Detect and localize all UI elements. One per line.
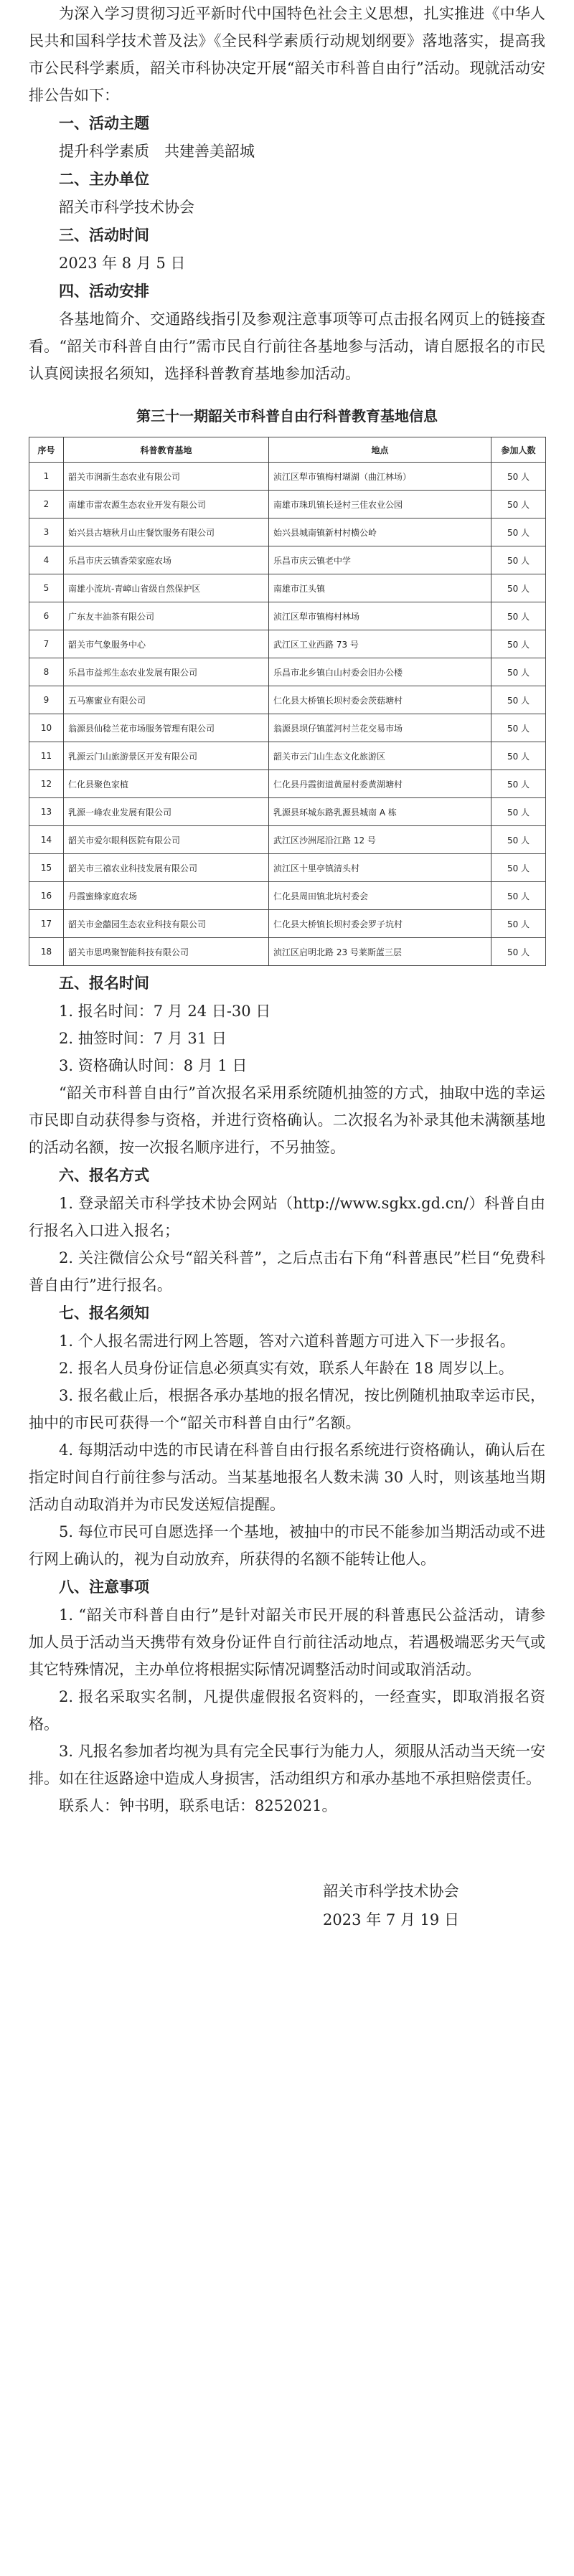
table-cell-capacity: 50 人 [491,882,546,910]
table-row [29,770,546,798]
column-header-base: 科普教育基地 [64,437,269,463]
table-cell-location: 乳源县环城东路乳源县城南 A 栋 [269,798,491,826]
table-cell-base: 五马寨蜜业有限公司 [64,686,269,714]
table-cell-capacity: 50 人 [491,546,546,574]
event-date-text: 2023 年 8 月 5 日 [59,255,186,272]
table-cell-location: 仁化县大桥镇长坝村委会罗子坑村 [269,910,491,938]
table-cell-seq: 4 [29,546,64,574]
table-cell-base: 乳源一峰农业发展有限公司 [64,798,269,826]
table-cell-base: 南雄小流坑-青嶂山省级自然保护区 [64,574,269,602]
table-cell-capacity: 50 人 [491,826,546,854]
base-info-table [29,437,546,966]
table-cell-seq: 6 [29,602,64,630]
table-body [29,463,546,966]
lottery-time-item: 2. 抽签时间：7 月 31 日 [59,1030,227,1047]
table-cell-location: 武江区工业西路 73 号 [269,630,491,658]
column-header-location: 地点 [269,437,491,463]
table-cell-base: 韶关市爱尔眼科医院有限公司 [64,826,269,854]
table-row [29,630,546,658]
table-cell-location: 南雄市江头镇 [269,574,491,602]
signature-organization: 韶关市科学技术协会 [323,1883,459,1900]
notice-item-4: 4. 每期活动中选的市民请在科普自由行报名系统进行资格确认，确认后在指定时间自行前往参与活动。当某基地报名人数未满 30 人时，则该基地当期活动自动取消并为市民发送短信提醒。 [29,1441,545,1513]
registration-time-item: 1. 报名时间：7 月 24 日-30 日 [59,1003,271,1020]
table-cell-location: 浈江区犁市镇梅村瑚湖（曲江林场） [269,463,491,491]
arrangement-text: 各基地简介、交通路线指引及参观注意事项等可点击报名网页上的链接查看。“韶关市科普自由行”需市民自行前往各基地参与活动，请自愿报名的市民认真阅读报名须知，选择科普教育基地参加活动。 [29,311,545,382]
table-cell-seq: 1 [29,463,64,491]
table-cell-location: 仁化县大桥镇长坝村委会茨菇塘村 [269,686,491,714]
table-cell-location: 仁化县丹霞街道黄屋村委黄湖塘村 [269,770,491,798]
notice-item-2: 2. 报名人员身份证信息必须真实有效，联系人年龄在 18 周岁以上。 [59,1360,514,1377]
table-cell-capacity: 50 人 [491,518,546,546]
method-item-website[interactable]: 1. 登录韶关市科学技术协会网站（http://www.sgkx.gd.cn/）科普自由行报名入口进入报名； [29,1195,545,1239]
table-cell-capacity: 50 人 [491,630,546,658]
table-cell-location: 翁源县坝仔镇蓝河村兰花交易市场 [269,714,491,742]
section-heading-registration-method: 六、报名方式 [59,1166,149,1184]
column-header-seq: 序号 [29,437,64,463]
table-row [29,882,546,910]
table-cell-location: 浈江区犁市镇梅村林场 [269,602,491,630]
table-row [29,602,546,630]
section-heading-time: 三、活动时间 [59,226,149,244]
table-cell-base: 始兴县古塘秋月山庄餐饮服务有限公司 [64,518,269,546]
method-item-wechat: 2. 关注微信公众号“韶关科普”，之后点击右下角“科普惠民”栏目“免费科普自由行”进行报名。 [29,1249,545,1294]
table-cell-seq: 11 [29,742,64,770]
precaution-item-1: 1. “韶关市科普自由行”是针对韶关市民开展的科普惠民公益活动，请参加人员于活动当天携带有效身份证件自行前往活动地点，若遇极端恶劣天气或其它特殊情况，主办单位将根据实际情况调整活动时间或取消活动。 [29,1606,545,1678]
table-cell-base: 翁源县仙稔兰花市场服务管理有限公司 [64,714,269,742]
table-cell-seq: 13 [29,798,64,826]
organizer-text: 韶关市科学技术协会 [59,199,194,216]
section-heading-theme: 一、活动主题 [59,114,149,132]
intro-paragraph: 为深入学习贯彻习近平新时代中国特色社会主义思想，扎实推进《中华人民共和国科学技术普及法》《全民科学素质行动规划纲要》落地落实，提高我市公民科学素质，韶关市科协决定开展“韶关市科普自由行”活动。现就活动安排公告如下： [29,5,545,104]
table-cell-base: 丹霞蜜蜂家庭农场 [64,882,269,910]
table-title: 第三十一期韶关市科普自由行科普教育基地信息 [136,407,438,425]
notice-item-5: 5. 每位市民可自愿选择一个基地，被抽中的市民不能参加当期活动或不进行网上确认的，视为自动放弃，所获得的名额不能转让他人。 [29,1523,545,1568]
table-row [29,546,546,574]
theme-text: 提升科学素质 共建善美韶城 [59,143,255,160]
table-cell-capacity: 50 人 [491,491,546,518]
table-row [29,938,546,966]
table-cell-location: 浈江区十里亭镇清头村 [269,854,491,882]
table-row [29,742,546,770]
notice-item-3: 3. 报名截止后，根据各承办基地的报名情况，按比例随机抽取幸运市民，抽中的市民可获得一个“韶关市科普自由行”名额。 [29,1387,545,1431]
table-cell-base: 仁化县聚色家植 [64,770,269,798]
table-row [29,574,546,602]
table-cell-capacity: 50 人 [491,574,546,602]
table-cell-seq: 5 [29,574,64,602]
column-header-capacity: 参加人数 [491,437,546,463]
confirmation-time-item: 3. 资格确认时间：8 月 1 日 [59,1057,248,1074]
table-cell-seq: 15 [29,854,64,882]
table-cell-seq: 9 [29,686,64,714]
table-cell-base: 乐昌市庆云镇香荣家庭农场 [64,546,269,574]
contact-info: 联系人：钟书明，联系电话：8252021。 [59,1797,337,1814]
table-cell-location: 仁化县周田镇北坑村委会 [269,882,491,910]
precaution-item-2: 2. 报名采取实名制，凡提供虚假报名资料的，一经查实，即取消报名资格。 [29,1688,545,1733]
table-header-row [29,437,546,463]
table-cell-capacity: 50 人 [491,854,546,882]
table-cell-base: 乐昌市益邦生态农业发展有限公司 [64,658,269,686]
table-row [29,658,546,686]
section-heading-precautions: 八、注意事项 [59,1578,149,1596]
table-cell-seq: 2 [29,491,64,518]
table-cell-seq: 8 [29,658,64,686]
table-cell-capacity: 50 人 [491,658,546,686]
section-heading-organizer: 二、主办单位 [59,170,149,188]
table-cell-seq: 17 [29,910,64,938]
table-row [29,518,546,546]
table-cell-capacity: 50 人 [491,798,546,826]
table-row [29,686,546,714]
table-row [29,826,546,854]
section-heading-arrangement: 四、活动安排 [59,282,149,300]
table-cell-base: 韶关市三禧农业科技发展有限公司 [64,854,269,882]
table-row [29,714,546,742]
table-row [29,910,546,938]
table-cell-seq: 10 [29,714,64,742]
table-cell-capacity: 50 人 [491,770,546,798]
table-cell-base: 韶关市金囍园生态农业科技有限公司 [64,910,269,938]
table-cell-base: 广东友丰油茶有限公司 [64,602,269,630]
table-cell-base: 乳源云门山旅游景区开发有限公司 [64,742,269,770]
notice-item-1: 1. 个人报名需进行网上答题，答对六道科普题方可进入下一步报名。 [59,1332,515,1350]
table-row [29,463,546,491]
table-cell-seq: 7 [29,630,64,658]
table-cell-base: 韶关市气象服务中心 [64,630,269,658]
table-cell-seq: 18 [29,938,64,966]
table-cell-location: 南雄市珠玑镇长迳村三佳农业公园 [269,491,491,518]
table-cell-seq: 3 [29,518,64,546]
table-row [29,491,546,518]
section-heading-notice: 七、报名须知 [59,1304,149,1322]
table-cell-location: 浈江区启明北路 23 号莱斯蓝三层 [269,938,491,966]
table-cell-capacity: 50 人 [491,938,546,966]
table-cell-location: 武江区沙洲尾沿江路 12 号 [269,826,491,854]
table-cell-location: 韶关市云门山生态文化旅游区 [269,742,491,770]
table-row [29,798,546,826]
registration-note: “韶关市科普自由行”首次报名采用系统随机抽签的方式，抽取中选的幸运市民即自动获得参与资格，并进行资格确认。二次报名为补录其他未满额基地的活动名额，按一次报名顺序进行，不另抽签。 [29,1084,545,1156]
table-cell-location: 乐昌市庆云镇老中学 [269,546,491,574]
table-cell-base: 韶关市润新生态农业有限公司 [64,463,269,491]
section-heading-registration-time: 五、报名时间 [59,974,149,992]
table-cell-seq: 14 [29,826,64,854]
table-cell-capacity: 50 人 [491,742,546,770]
table-cell-capacity: 50 人 [491,714,546,742]
table-cell-capacity: 50 人 [491,602,546,630]
table-cell-capacity: 50 人 [491,686,546,714]
signature-date: 2023 年 7 月 19 日 [323,1911,459,1928]
table-cell-capacity: 50 人 [491,463,546,491]
table-cell-base: 韶关市思鸣聚智能科技有限公司 [64,938,269,966]
precaution-item-3: 3. 凡报名参加者均视为具有完全民事行为能力人，须服从活动当天统一安排。如在往返路途中造成人身损害，活动组织方和承办基地不承担赔偿责任。 [29,1743,545,1787]
table-cell-base: 南雄市雷农源生态农业开发有限公司 [64,491,269,518]
table-cell-location: 乐昌市北乡镇白山村委会旧办公楼 [269,658,491,686]
table-row [29,854,546,882]
table-cell-seq: 12 [29,770,64,798]
table-cell-capacity: 50 人 [491,910,546,938]
table-cell-seq: 16 [29,882,64,910]
table-cell-location: 始兴县城南镇新村村横公岭 [269,518,491,546]
